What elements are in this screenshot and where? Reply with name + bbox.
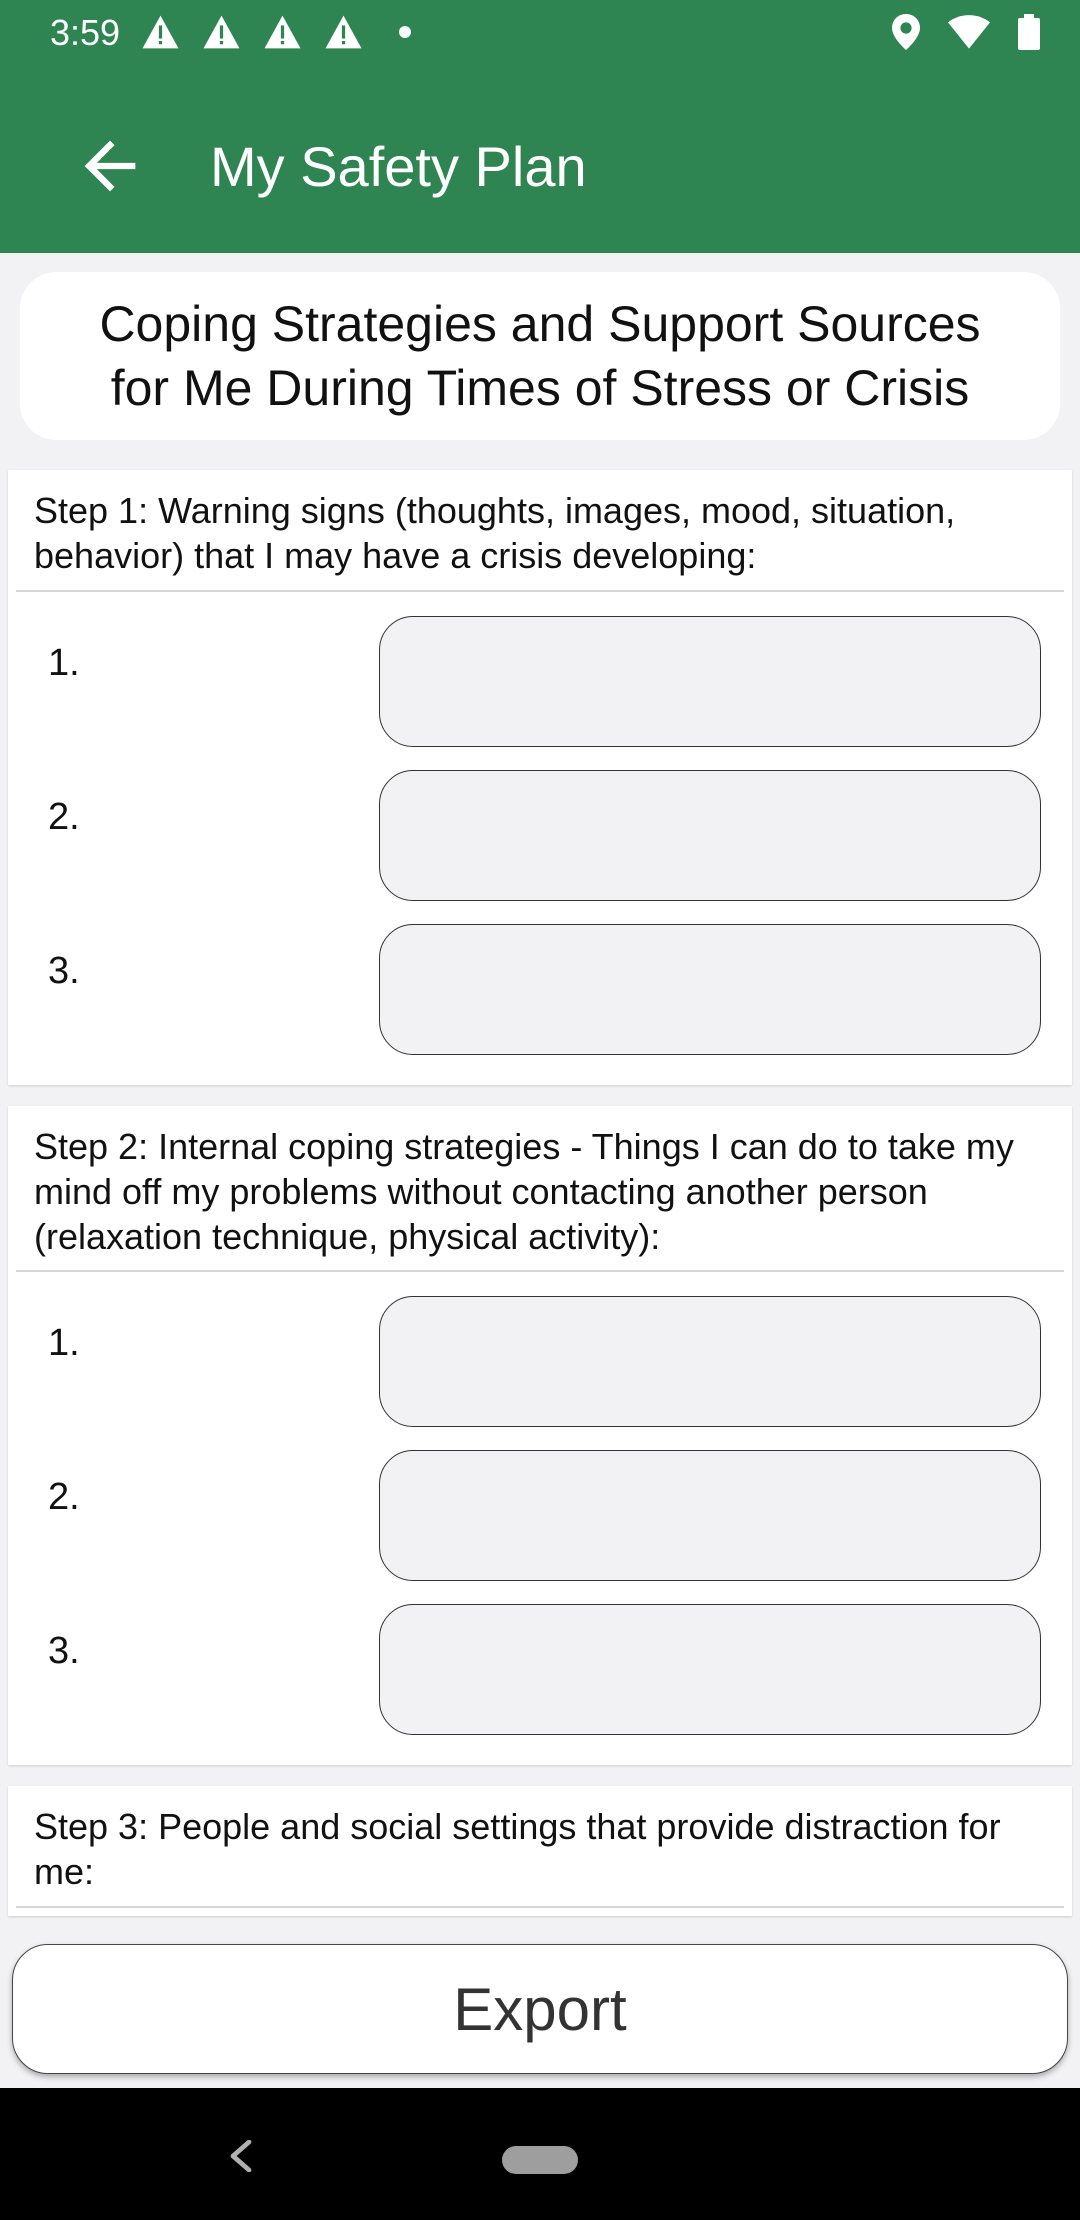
step-1-row-3 [8,900,1072,1054]
warning-icon [262,14,303,50]
export-button[interactable]: Export [12,1944,1068,2074]
step-3-card [8,1786,1072,1916]
row-number: 2. [48,796,80,838]
step-1-row-1 [8,592,1072,746]
notification-dot-icon [399,26,411,38]
header-line-1: Coping Strategies and Support Sources [99,296,981,352]
wifi-icon [948,15,990,49]
warning-icon [201,14,242,50]
step-2-card [8,1106,1072,1765]
step-1-title: Step 1: Warning signs (thoughts, images, mood, situation, behavior) that I may have a crisis developing: [16,470,1064,592]
row-number: 1. [48,1322,80,1364]
system-nav-bar [0,2088,1080,2220]
step-2-row-1 [8,1272,1072,1426]
notification-icons [140,14,364,50]
battery-icon [1018,14,1040,50]
step-2-input-3[interactable] [379,1604,1041,1735]
step-1-card [8,470,1072,1085]
location-icon [892,14,920,50]
warning-icon [323,14,364,50]
header-card [20,272,1060,440]
row-number: 3. [48,1630,80,1672]
export-bar [0,1930,1080,2088]
step-3-title: Step 3: People and social settings that provide distraction for me: [16,1786,1064,1908]
status-time: 3:59 [50,12,121,53]
status-bar [0,0,1080,64]
step-2-input-2[interactable] [379,1450,1041,1581]
step-2-title: Step 2: Internal coping strategies - Things I can do to take my mind off my problems without contacting another person (relaxation technique, physical activity): [16,1106,1064,1272]
row-number: 3. [48,950,80,992]
system-icons [892,14,1040,50]
nav-back-icon[interactable] [225,2140,255,2172]
step-2-input-1[interactable] [379,1296,1041,1427]
arrow-back-icon[interactable] [72,128,148,204]
step-2-row-3 [8,1580,1072,1734]
warning-icon [140,14,181,50]
app-bar [0,0,1080,253]
step-1-input-2[interactable] [379,770,1041,901]
row-number: 1. [48,642,80,684]
header-line-2: for Me During Times of Stress or Crisis [110,360,970,416]
page-title: My Safety Plan [210,135,587,198]
row-number: 2. [48,1476,80,1518]
step-1-input-1[interactable] [379,616,1041,747]
step-1-row-2 [8,746,1072,900]
step-2-row-2 [8,1426,1072,1580]
nav-home-pill-icon[interactable] [502,2146,578,2174]
step-1-input-3[interactable] [379,924,1041,1055]
